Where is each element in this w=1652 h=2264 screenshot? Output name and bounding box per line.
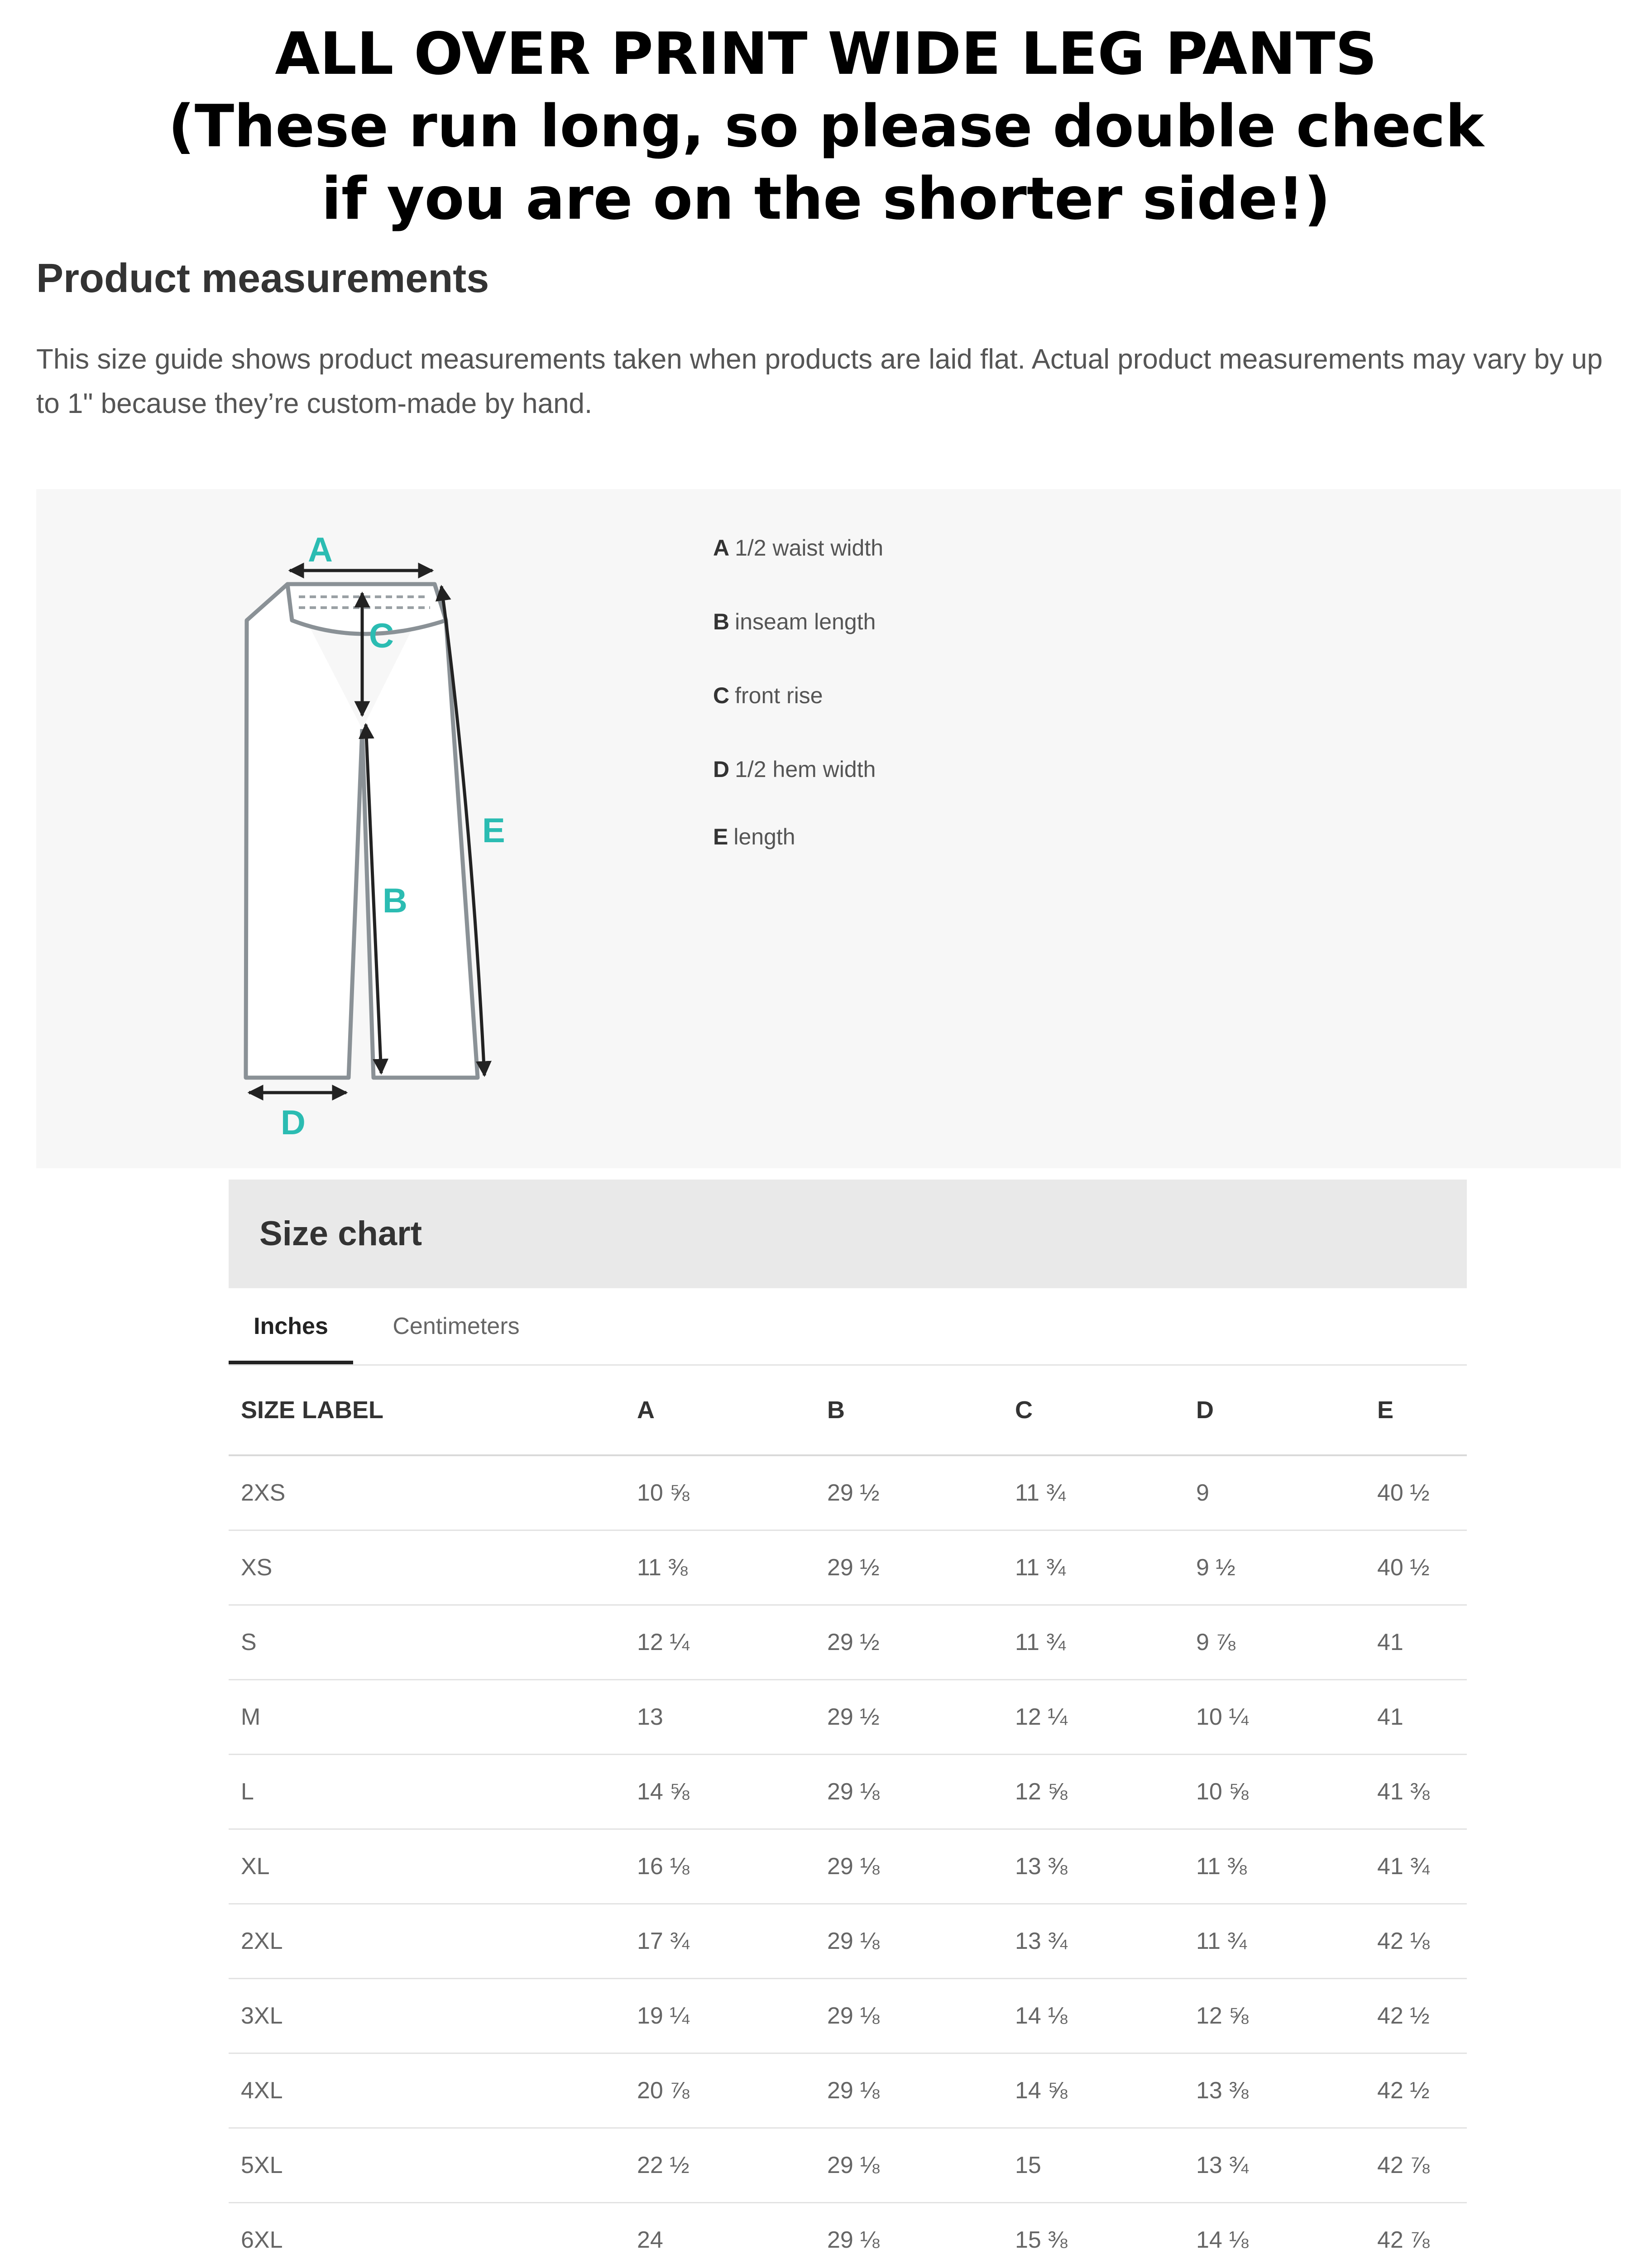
diagram-label-c: C: [369, 617, 394, 655]
measurement-cell: 29 ⅛: [815, 1979, 1003, 2053]
table-row: [229, 2203, 1467, 2264]
table-row: [229, 1605, 1467, 1680]
legend-key: C: [713, 683, 730, 708]
legend-text: length: [733, 824, 795, 849]
measurement-cell: 14 ⅝: [1003, 2053, 1184, 2128]
measurement-cell: 11 ¾: [1003, 1455, 1184, 1530]
tab-inches[interactable]: Inches: [229, 1288, 353, 1364]
measurement-cell: 42 ½: [1365, 1979, 1467, 2053]
size-label-cell: 6XL: [229, 2203, 625, 2264]
column-header: SIZE LABEL: [229, 1366, 625, 1455]
title-line-1: ALL OVER PRINT WIDE LEG PANTS: [275, 20, 1377, 88]
legend-item-b: [713, 608, 876, 635]
title-line-2: (These run long, so please double check: [168, 93, 1484, 160]
measurement-cell: 19 ¼: [625, 1979, 815, 2053]
title-line-3: if you are on the shorter side!): [321, 165, 1331, 233]
diagram-label-e: E: [482, 811, 505, 850]
tab-centimeters[interactable]: Centimeters: [393, 1313, 520, 1339]
measurement-cell: 11 ¾: [1003, 1530, 1184, 1605]
product-measurements-heading: Product measurements: [36, 256, 489, 301]
size-label-cell: 2XL: [229, 1904, 625, 1979]
legend-key: D: [713, 757, 730, 782]
measurement-cell: 41 ¾: [1365, 1829, 1467, 1904]
legend-text: inseam length: [735, 609, 876, 634]
measurement-cell: 11 ¾: [1184, 1904, 1365, 1979]
legend-key: A: [713, 535, 730, 561]
measurement-cell: 15: [1003, 2128, 1184, 2203]
page-title: [0, 18, 1652, 235]
measurement-cell: 11 ⅜: [1184, 1829, 1365, 1904]
measurement-cell: 12 ⅝: [1003, 1755, 1184, 1829]
size-label-cell: XS: [229, 1530, 625, 1605]
measurement-cell: 11 ⅜: [625, 1530, 815, 1605]
measurement-cell: 13 ¾: [1184, 2128, 1365, 2203]
measurement-diagram-panel: [36, 489, 1621, 1168]
measurement-cell: 12 ¼: [625, 1605, 815, 1680]
table-row: [229, 1680, 1467, 1755]
size-label-cell: 5XL: [229, 2128, 625, 2203]
table-row: [229, 1530, 1467, 1605]
size-label-cell: S: [229, 1605, 625, 1680]
size-label-cell: 3XL: [229, 1979, 625, 2053]
measurement-cell: 9 ⅞: [1184, 1605, 1365, 1680]
measurement-cell: 9 ½: [1184, 1530, 1365, 1605]
measurement-cell: 11 ¾: [1003, 1605, 1184, 1680]
measurement-cell: 42 ½: [1365, 2053, 1467, 2128]
measurement-cell: 41 ⅜: [1365, 1755, 1467, 1829]
pants-left-leg-outline: [246, 584, 362, 1078]
column-header: C: [1003, 1366, 1184, 1455]
size-label-cell: L: [229, 1755, 625, 1829]
legend-item-c: [713, 682, 823, 709]
measurement-cell: 42 ⅞: [1365, 2203, 1467, 2264]
measurement-cell: 13 ⅜: [1003, 1829, 1184, 1904]
column-header: B: [815, 1366, 1003, 1455]
measurement-cell: 41: [1365, 1605, 1467, 1680]
diagram-label-b: B: [383, 882, 407, 920]
measurement-cell: 12 ⅝: [1184, 1979, 1365, 2053]
column-header: E: [1365, 1366, 1467, 1455]
table-row: [229, 1755, 1467, 1829]
pants-diagram: [36, 489, 670, 1168]
measurement-cell: 13: [625, 1680, 815, 1755]
measurement-cell: 29 ⅛: [815, 1904, 1003, 1979]
measurement-cell: 29 ½: [815, 1605, 1003, 1680]
column-header: A: [625, 1366, 815, 1455]
size-chart: [229, 1180, 1467, 2264]
measurement-cell: 40 ½: [1365, 1530, 1467, 1605]
measurement-cell: 17 ¾: [625, 1904, 815, 1979]
legend-key: B: [713, 609, 730, 634]
measurement-cell: 14 ⅛: [1184, 2203, 1365, 2264]
table-row: [229, 2053, 1467, 2128]
measurement-cell: 15 ⅜: [1003, 2203, 1184, 2264]
measurement-cell: 14 ⅝: [625, 1755, 815, 1829]
size-table: [229, 1366, 1467, 2264]
measurement-cell: 9: [1184, 1455, 1365, 1530]
measurement-cell: 10 ⅝: [625, 1455, 815, 1530]
size-guide-description: This size guide shows product measurements taken when products are laid flat. Actual product measurements may vary by up to 1" because they’re custom-made by hand.: [36, 344, 1603, 419]
table-row: [229, 1829, 1467, 1904]
diagram-label-d: D: [281, 1103, 306, 1142]
measurement-cell: 42 ⅛: [1365, 1904, 1467, 1979]
size-chart-header: [229, 1180, 1467, 1288]
measurement-cell: 40 ½: [1365, 1455, 1467, 1530]
measurement-cell: 29 ⅛: [815, 1755, 1003, 1829]
size-chart-title: Size chart: [259, 1214, 422, 1253]
table-row: [229, 1455, 1467, 1530]
measurement-cell: 41: [1365, 1680, 1467, 1755]
measurement-cell: 13 ¾: [1003, 1904, 1184, 1979]
table-row: [229, 2128, 1467, 2203]
measurement-cell: 42 ⅞: [1365, 2128, 1467, 2203]
measurement-cell: 29 ½: [815, 1455, 1003, 1530]
measurement-cell: 22 ½: [625, 2128, 815, 2203]
measurement-cell: 29 ⅛: [815, 1829, 1003, 1904]
measurement-cell: 10 ¼: [1184, 1680, 1365, 1755]
legend-item-e: [713, 823, 795, 850]
size-table-body: [229, 1455, 1467, 2264]
legend-text: 1/2 hem width: [735, 757, 876, 782]
size-label-cell: 4XL: [229, 2053, 625, 2128]
size-label-cell: 2XS: [229, 1455, 625, 1530]
unit-tabs: [229, 1288, 1467, 1366]
measurement-cell: 14 ⅛: [1003, 1979, 1184, 2053]
legend-item-a: [713, 534, 883, 561]
measurement-cell: 29 ½: [815, 1530, 1003, 1605]
measurement-cell: 13 ⅜: [1184, 2053, 1365, 2128]
legend-item-d: [713, 756, 876, 783]
column-header: D: [1184, 1366, 1365, 1455]
measurement-cell: 10 ⅝: [1184, 1755, 1365, 1829]
measurement-cell: 20 ⅞: [625, 2053, 815, 2128]
size-label-cell: M: [229, 1680, 625, 1755]
measurement-cell: 29 ½: [815, 1680, 1003, 1755]
legend-text: front rise: [735, 683, 823, 708]
measurement-cell: 12 ¼: [1003, 1680, 1184, 1755]
measurement-cell: 29 ⅛: [815, 2203, 1003, 2264]
table-row: [229, 1979, 1467, 2053]
table-header-row: [229, 1366, 1467, 1455]
measurement-cell: 29 ⅛: [815, 2128, 1003, 2203]
legend-key: E: [713, 824, 728, 849]
size-label-cell: XL: [229, 1829, 625, 1904]
legend-text: 1/2 waist width: [735, 535, 884, 561]
measurement-cell: 24: [625, 2203, 815, 2264]
table-row: [229, 1904, 1467, 1979]
measurement-cell: 29 ⅛: [815, 2053, 1003, 2128]
diagram-label-a: A: [308, 531, 333, 569]
measurement-cell: 16 ⅛: [625, 1829, 815, 1904]
